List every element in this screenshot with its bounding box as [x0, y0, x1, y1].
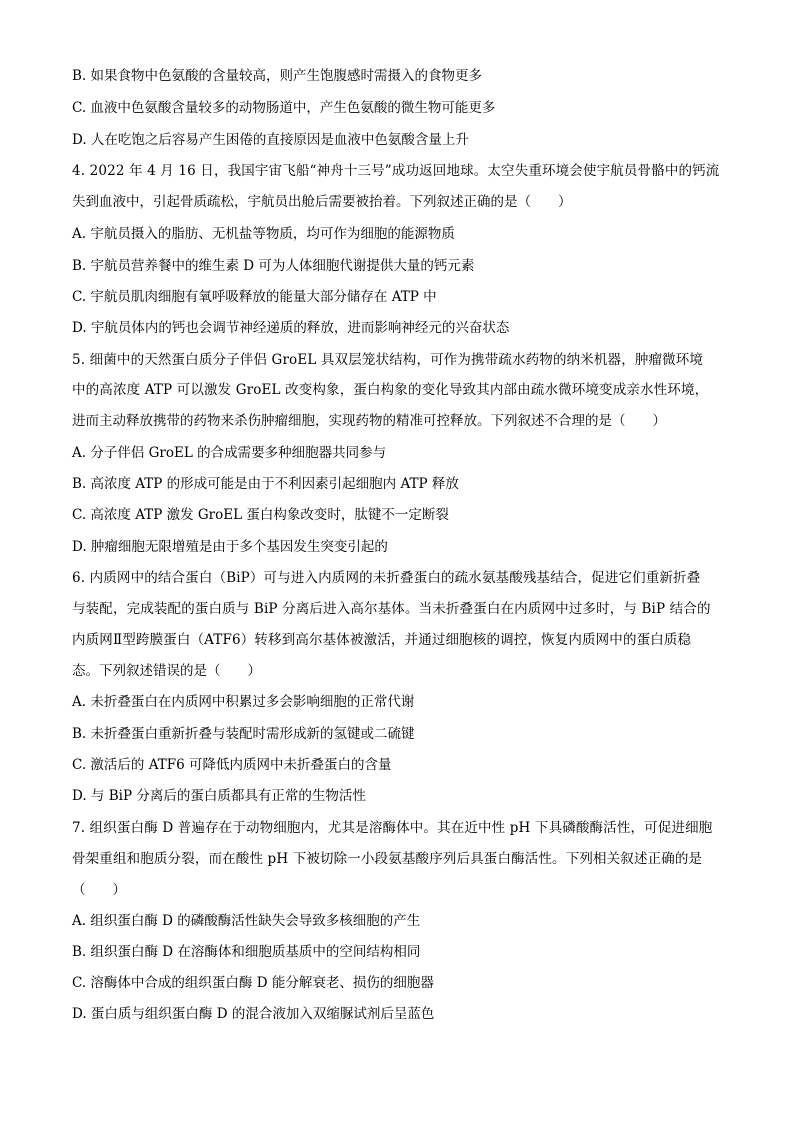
q7-stem-line-2: 骨架重组和胞质分裂，而在酸性 pH 下被切除一小段氨基酸序列后具蛋白酶活性。下列相关叙述正确的是	[72, 851, 703, 867]
q7-option-a: A. 组织蛋白酶 D 的磷酸酶活性缺失会导致多核细胞的产生	[72, 913, 421, 929]
q5-stem-line-3: 进而主动释放携带的药物来杀伤肿瘤细胞，实现药物的精准可控释放。下列叙述不合理的是（ ）	[72, 413, 666, 429]
q6-option-b: B. 未折叠蛋白重新折叠与装配时需形成新的氢键或二硫键	[72, 726, 415, 742]
q4-stem-line-1: 4. 2022 年 4 月 16 日，我国宇宙飞船“神舟十三号”成功返回地球。太空失重环境会使宇航员骨骼中的钙流	[72, 163, 720, 179]
q5-option-c: C. 高浓度 ATP 激发 GroEL 蛋白构象改变时，肽键不一定断裂	[72, 507, 449, 523]
q4-option-a: A. 宇航员摄入的脂肪、无机盐等物质，均可作为细胞的能源物质	[72, 226, 455, 242]
q6-stem-line-4: 态。下列叙述错误的是（ ）	[72, 663, 261, 679]
q7-stem-line-3: （ ）	[72, 882, 126, 898]
q7-stem-line-1: 7. 组织蛋白酶 D 普遍存在于动物细胞内，尤其是溶酶体中。其在近中性 pH 下具磷酸酶活性，可促进细胞	[72, 820, 713, 836]
q4-option-b: B. 宇航员营养餐中的维生素 D 可为人体细胞代谢提供大量的钙元素	[72, 258, 475, 274]
q7-option-d: D. 蛋白质与组织蛋白酶 D 的混合液加入双缩脲试剂后呈蓝色	[72, 1006, 435, 1022]
q4-stem-line-2: 失到血液中，引起骨质疏松，宇航员出舱后需要被抬着。下列叙述正确的是（ ）	[72, 194, 572, 210]
q7-option-b: B. 组织蛋白酶 D 在溶酶体和细胞质基质中的空间结构相同	[72, 944, 421, 960]
q5-option-a: A. 分子伴侣 GroEL 的合成需要多种细胞器共同参与	[72, 445, 387, 461]
q4-option-c: C. 宇航员肌肉细胞有氧呼吸释放的能量大部分储存在 ATP 中	[72, 289, 437, 305]
q5-option-d: D. 肿瘤细胞无限增殖是由于多个基因发生突变引起的	[72, 539, 388, 555]
q3-option-b: B. 如果食物中色氨酸的含量较高，则产生饱腹感时需摄入的食物更多	[72, 68, 483, 84]
q4-option-d: D. 宇航员体内的钙也会调节神经递质的释放，进而影响神经元的兴奋状态	[72, 320, 510, 336]
q6-option-a: A. 未折叠蛋白在内质网中积累过多会影响细胞的正常代谢	[72, 694, 415, 710]
q6-stem-line-3: 内质网Ⅱ型跨膜蛋白（ATF6）转移到高尔基体被激活，并通过细胞核的调控，恢复内质网中的蛋白质稳	[72, 632, 692, 648]
q5-stem-line-2: 中的高浓度 ATP 可以激发 GroEL 改变构象，蛋白构象的变化导致其内部由疏水微环境变成亲水性环境，	[72, 382, 709, 398]
q6-stem-line-2: 与装配，完成装配的蛋白质与 BiP 分离后进入高尔基体。当未折叠蛋白在内质网中过多时，与 BiP 结合的	[72, 601, 711, 617]
q6-option-d: D. 与 BiP 分离后的蛋白质都具有正常的生物活性	[72, 788, 366, 804]
q6-option-c: C. 激活后的 ATF6 可降低内质网中未折叠蛋白的含量	[72, 757, 392, 773]
q3-option-c: C. 血液中色氨酸含量较多的动物肠道中，产生色氨酸的微生物可能更多	[72, 100, 496, 116]
q3-option-d: D. 人在吃饱之后容易产生困倦的直接原因是血液中色氨酸含量上升	[72, 132, 469, 148]
q6-stem-line-1: 6. 内质网中的结合蛋白（BiP）可与进入内质网的未折叠蛋白的疏水氨基酸残基结合，促进它们重新折叠	[72, 570, 701, 586]
q5-option-b: B. 高浓度 ATP 的形成可能是由于不利因素引起细胞内 ATP 释放	[72, 476, 459, 492]
q5-stem-line-1: 5. 细菌中的天然蛋白质分子伴侣 GroEL 具双层笼状结构，可作为携带疏水药物的纳米机器，肿瘤微环境	[72, 352, 704, 368]
q7-option-c: C. 溶酶体中合成的组织蛋白酶 D 能分解衰老、损伤的细胞器	[72, 975, 434, 991]
